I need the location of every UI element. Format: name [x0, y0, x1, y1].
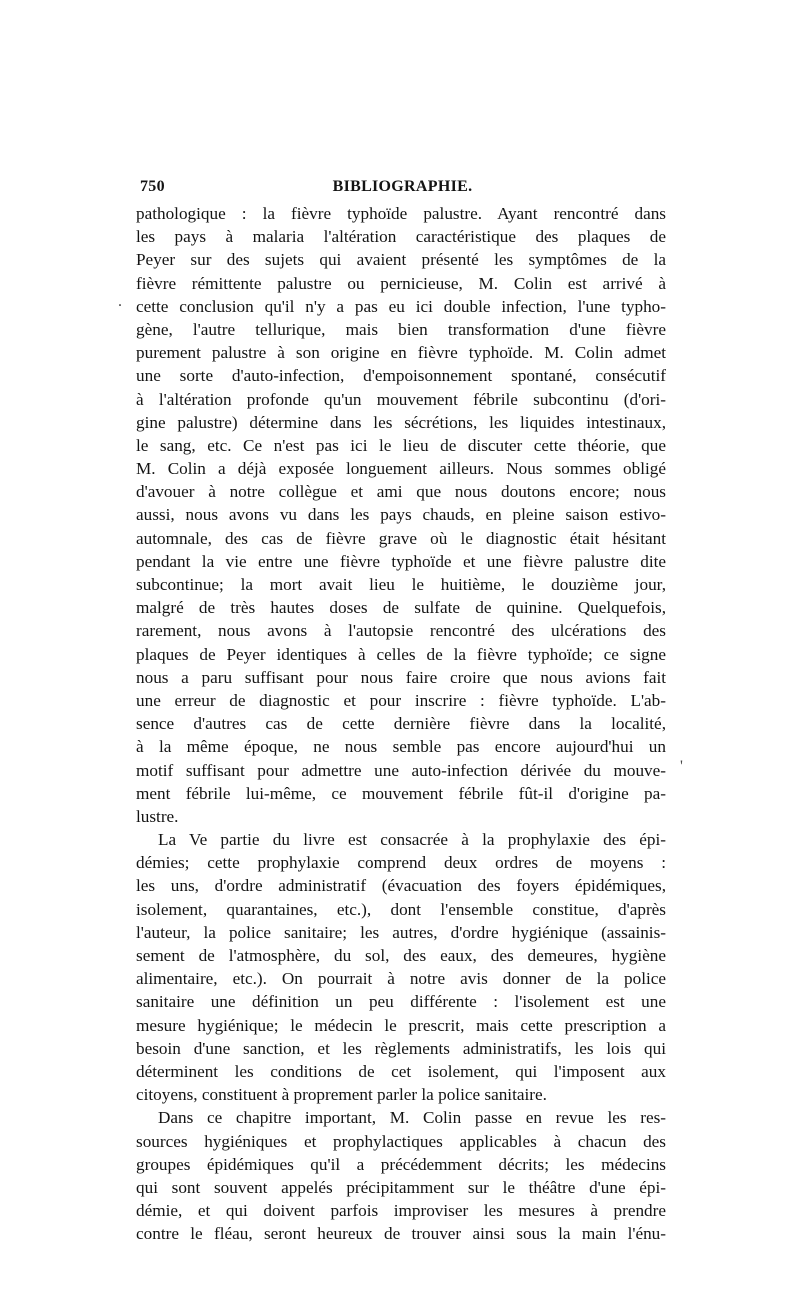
text-line: contre le fléau, seront heureux de trouver ainsi sous la main l'énu-	[136, 1224, 666, 1244]
text-line: sources hygiéniques et prophylactiques applicables à chacun des	[136, 1131, 666, 1151]
text-line: sence d'autres cas de cette dernière fièvre dans la localité,	[136, 714, 666, 734]
text-line: mesure hygiénique; le médecin le prescrit, mais cette prescription a	[136, 1015, 666, 1035]
text-line: l'auteur, la police sanitaire; les autres, d'ordre hygiénique (assainis-	[136, 922, 666, 942]
text-line: démie, et qui doivent parfois improviser les mesures à prendre	[136, 1201, 666, 1221]
text-line: plaques de Peyer identiques à celles de la fièvre typhoïde; ce signe	[136, 644, 666, 664]
text-line: à l'altération profonde qu'un mouvement fébrile subcontinu (d'ori-	[136, 389, 666, 409]
paragraph-end-line: citoyens, constituent à proprement parler la police sanitaire.	[136, 1085, 547, 1105]
text-line: nous a paru suffisant pour nous faire croire que nous avions fait	[136, 667, 666, 687]
text-line: purement palustre à son origine en fièvre typhoïde. M. Colin admet	[136, 343, 666, 363]
text-line: démies; cette prophylaxie comprend deux ordres de moyens :	[136, 853, 666, 873]
paragraph-start-line: Dans ce chapitre important, M. Colin passe en revue les res-	[158, 1108, 666, 1128]
text-line: sement de l'atmosphère, du sol, des eaux, des demeures, hygiène	[136, 946, 666, 965]
text-line: subcontinue; la mort avait lieu le huitième, le douzième jour,	[136, 575, 666, 594]
text-line: aussi, nous avons vu dans les pays chauds, en pleine saison estivo-	[136, 505, 666, 525]
text-line: gine palustre) détermine dans les sécrétions, les liquides intestinaux,	[136, 412, 666, 432]
text-line: alimentaire, etc.). On pourrait à notre avis donner de la police	[136, 969, 666, 989]
page-header	[140, 178, 665, 200]
text-line: le sang, etc. Ce n'est pas ici le lieu de discuter cette théorie, que	[136, 435, 666, 455]
text-line: une erreur de diagnostic et pour inscrire : fièvre typhoïde. L'ab-	[136, 690, 666, 710]
text-line: pendant la vie entre une fièvre typhoïde et une fièvre palustre dite	[136, 551, 666, 571]
text-line: sanitaire une définition un peu différente : l'isolement est une	[136, 992, 666, 1012]
text-line: groupes épidémiques qu'il a précédemment décrits; les médecins	[136, 1154, 666, 1174]
text-line: pathologique : la fièvre typhoïde palustre. Ayant rencontré dans	[136, 204, 666, 223]
text-line: déterminent les conditions de cet isolement, qui l'imposent aux	[136, 1061, 666, 1081]
margin-dot-mark: .	[118, 293, 122, 310]
paragraph-start-line: La Ve partie du livre est consacrée à la prophylaxie des épi-	[158, 830, 666, 850]
text-line: qui sont souvent appelés précipitamment sur le théâtre d'une épi-	[136, 1177, 666, 1197]
text-line: à la même époque, ne nous semble pas encore aujourd'hui un	[136, 737, 666, 757]
text-line: cette conclusion qu'il n'y a pas eu ici double infection, l'une typho-	[136, 296, 666, 316]
text-line: automnale, des cas de fièvre grave où le diagnostic était hésitant	[136, 528, 666, 548]
paragraph-end-line: lustre.	[136, 806, 179, 826]
page-number: 750	[140, 178, 165, 195]
running-title: BIBLIOGRAPHIE.	[332, 178, 473, 195]
text-line: motif suffisant pour admettre une auto-infection dérivée du mouve-	[136, 760, 666, 780]
text-line: les pays à malaria l'altération caractéristique des plaques de	[136, 227, 666, 247]
text-line: M. Colin a déjà exposée longuement ailleurs. Nous sommes obligé	[136, 459, 666, 479]
text-line: malgré de très hautes doses de sulfate de quinine. Quelquefois,	[136, 598, 666, 618]
text-line: fièvre rémittente palustre ou pernicieuse, M. Colin est arrivé à	[136, 273, 666, 293]
text-line: les uns, d'ordre administratif (évacuation des foyers épidémiques,	[136, 876, 666, 896]
text-line: isolement, quarantaines, etc.), dont l'ensemble constitue, d'après	[136, 899, 666, 919]
text-line: gène, l'autre tellurique, mais bien transformation d'une fièvre	[136, 319, 666, 339]
margin-tick-mark: '	[680, 758, 683, 775]
text-line: rarement, nous avons à l'autopsie rencontré des ulcérations des	[136, 621, 666, 641]
text-line: besoin d'une sanction, et les règlements administratifs, les lois qui	[136, 1038, 666, 1058]
text-line: ment fébrile lui-même, ce mouvement fébrile fût-il d'origine pa-	[136, 783, 666, 803]
text-line: Peyer sur des sujets qui avaient présenté les symptômes de la	[136, 250, 666, 270]
text-line: d'avouer à notre collègue et ami que nous doutons encore; nous	[136, 482, 666, 502]
body-text	[136, 202, 666, 1245]
text-line: une sorte d'auto-infection, d'empoisonnement spontané, consécutif	[136, 366, 666, 386]
